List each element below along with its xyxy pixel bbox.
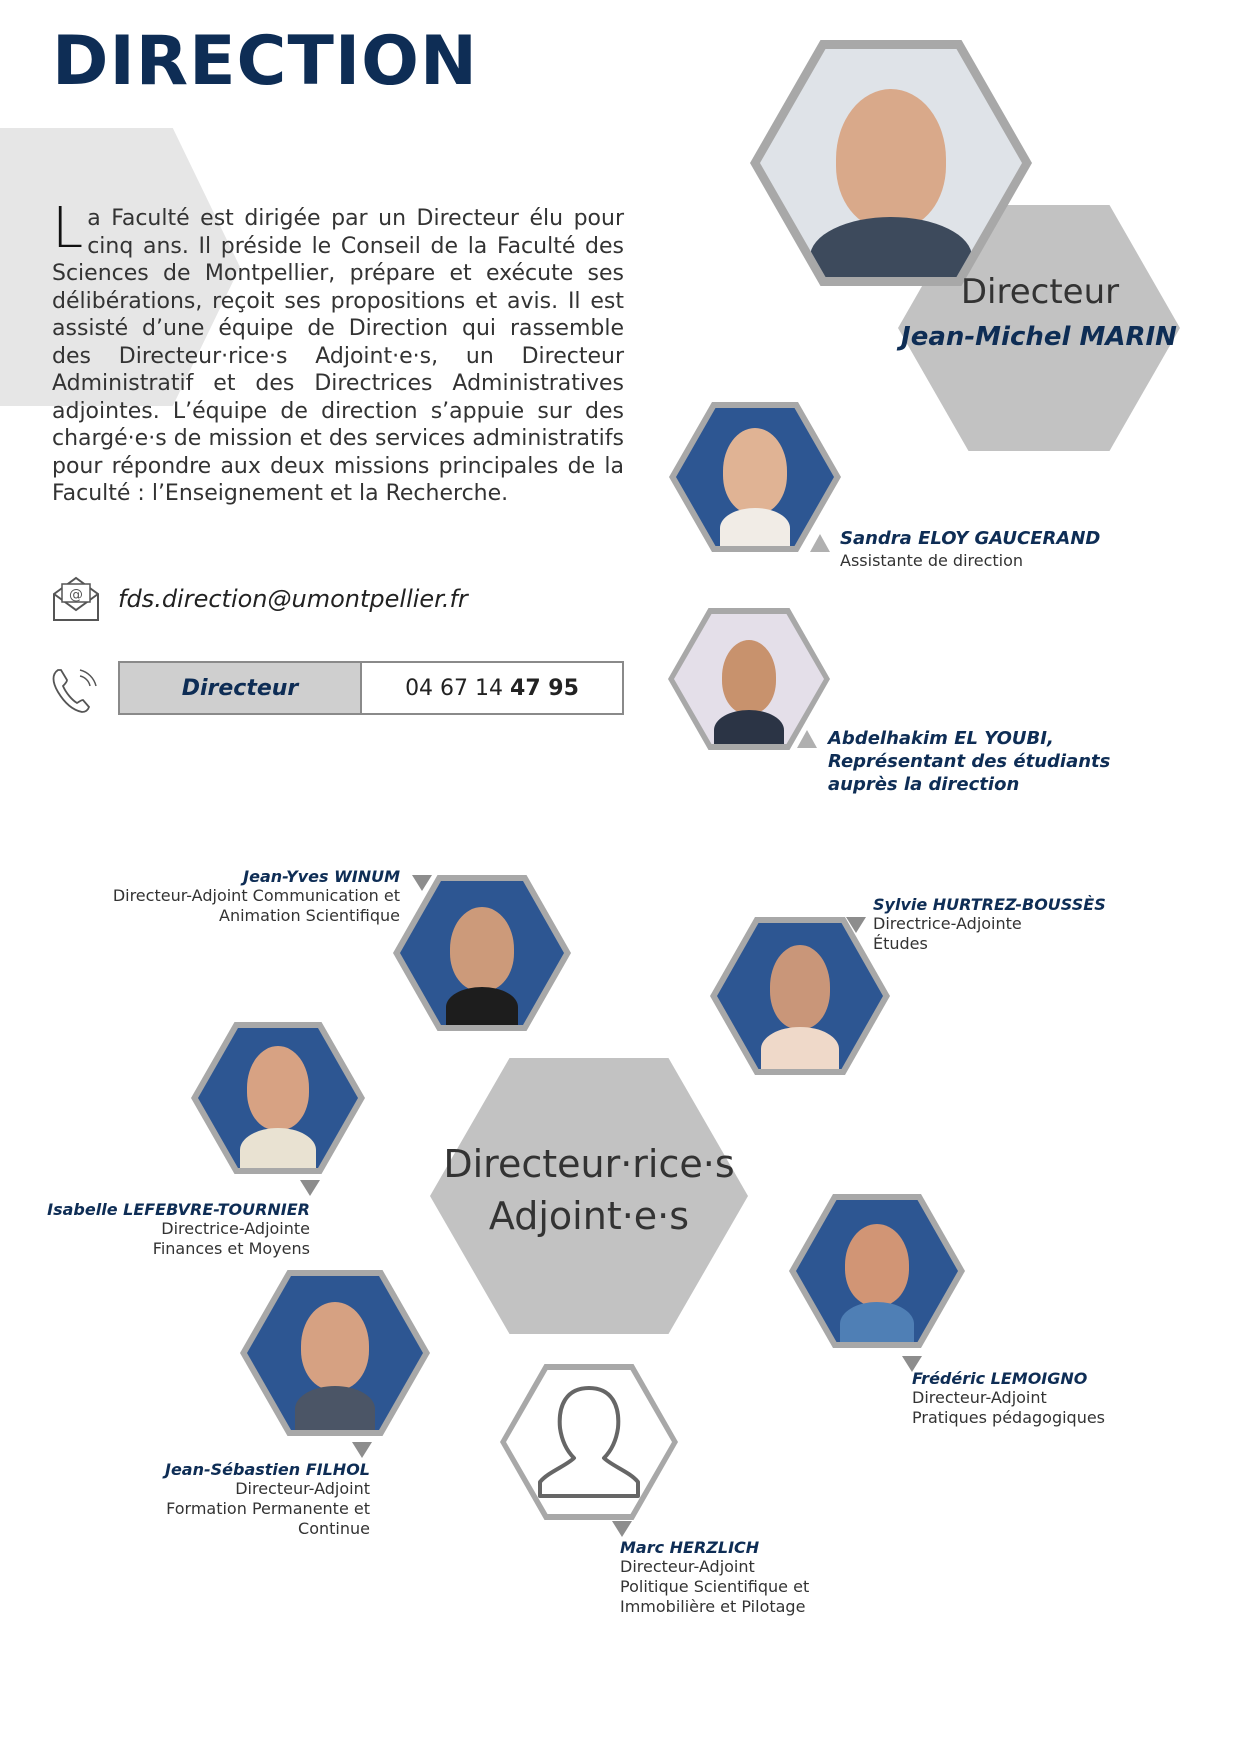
adjoint-name-lemoigno: Frédéric LEMOIGNO	[912, 1369, 1088, 1388]
adjoints-center-line2: Adjoint·e·s	[488, 1194, 690, 1238]
lefebvre-face	[247, 1046, 309, 1130]
adjoint-winum	[100, 867, 400, 926]
phone-number[interactable]	[362, 663, 622, 713]
adjoint-lefebvre	[30, 1200, 310, 1259]
adjoint-name-herzlich: Marc HERZLICH	[620, 1538, 760, 1557]
hurtrez-pointer	[846, 917, 866, 933]
adjoint-herzlich	[620, 1538, 920, 1617]
adjoint-role-filhol-1: Directeur-Adjoint	[235, 1479, 370, 1498]
svg-text:@: @	[69, 587, 83, 603]
adjoint-role-filhol-2: Formation Permanente et	[166, 1499, 370, 1518]
staff-name-sandra: Sandra ELOY GAUCERAND	[840, 528, 1101, 549]
adjoint-role-lemoigno-1: Directeur-Adjoint	[912, 1388, 1047, 1407]
phone-number-prefix: 04 67 14	[405, 675, 511, 701]
adjoint-name-hurtrez: Sylvie HURTREZ-BOUSSÈS	[873, 895, 1106, 914]
lefebvre-pointer	[300, 1180, 320, 1196]
director-label: Directeur	[960, 272, 1120, 312]
page-title: DIRECTION	[52, 22, 478, 101]
adjoints-center-label	[430, 1138, 748, 1242]
adjoint-name-winum: Jean-Yves WINUM	[243, 867, 400, 886]
adjoint-hurtrez	[873, 895, 1173, 954]
adjoint-role-herzlich-1: Directeur-Adjoint	[620, 1557, 755, 1576]
adjoint-name-lefebvre: Isabelle LEFEBVRE-TOURNIER	[47, 1200, 310, 1219]
adjoint-lemoigno	[912, 1369, 1212, 1428]
filhol-body	[295, 1386, 375, 1432]
email-link[interactable]: fds.direction@umontpellier.fr	[118, 585, 468, 613]
adjoint-role-herzlich-3: Immobilière et Pilotage	[620, 1597, 806, 1616]
adjoint-role-lefebvre-1: Directrice-Adjointe	[161, 1219, 310, 1238]
filhol-pointer	[352, 1442, 372, 1458]
abdelhakim-face	[722, 640, 776, 714]
sandra-face	[723, 428, 787, 514]
staff-name-abdelhakim: Abdelhakim EL YOUBI,	[828, 728, 1054, 749]
lefebvre-body	[240, 1128, 316, 1172]
lemoigno-body	[840, 1302, 914, 1346]
herzlich-pointer	[612, 1521, 632, 1537]
filhol-face	[301, 1302, 369, 1390]
adjoint-role-herzlich-2: Politique Scientifique et	[620, 1577, 810, 1596]
adjoint-role-lemoigno-2: Pratiques pédagogiques	[912, 1408, 1106, 1427]
adjoint-role-hurtrez-1: Directrice-Adjointe	[873, 914, 1022, 933]
hurtrez-face	[770, 945, 830, 1029]
phone-icon	[48, 664, 104, 716]
adjoint-filhol	[80, 1460, 370, 1539]
abdelhakim-pointer	[797, 730, 817, 748]
hurtrez-body	[761, 1027, 839, 1071]
adjoint-role-winum-1: Directeur-Adjoint Communication et	[112, 886, 400, 905]
intro-text: a Faculté est dirigée par un Directeur élu pour cinq ans. Il préside le Conseil de la Faculté des Sciences de Montpellier, prépare et exécute ses délibérations, reçoit ses propositions et avis. Il est assisté d’une équipe de Direction qui rassemble des Directeur·rice·s Adjoint·e·s, un Directeur Administratif et des Directrices Administratives adjointes. L’équipe de direction s’appuie sur des chargé·e·s de mission et des services administratifs pour répondre aux deux missions principales de la Faculté : l’Enseignement et la Recherche.	[52, 206, 624, 506]
phone-table	[118, 661, 624, 715]
sandra-pointer	[810, 534, 830, 552]
adjoint-role-hurtrez-2: Études	[873, 934, 928, 953]
phone-label: Directeur	[120, 663, 362, 713]
adjoint-role-lefebvre-2: Finances et Moyens	[152, 1239, 310, 1258]
phone-number-suffix: 47 95	[510, 675, 579, 701]
adjoint-role-winum-2: Animation Scientifique	[219, 906, 400, 925]
adjoints-center-line1: Directeur·rice·s	[443, 1142, 735, 1186]
winum-face	[450, 907, 514, 991]
lemoigno-face	[845, 1224, 909, 1306]
director-name: Jean-Michel MARIN	[901, 322, 1177, 352]
sandra-body	[720, 508, 790, 548]
intro-paragraph	[52, 196, 624, 508]
staff-role-sandra: Assistante de direction	[840, 551, 1024, 570]
staff-role-abdelhakim: Représentant des étudiants auprès la direction	[828, 751, 1111, 795]
adjoint-role-filhol-3: Continue	[298, 1519, 370, 1538]
director-face	[836, 89, 946, 229]
adjoint-name-filhol: Jean-Sébastien FILHOL	[165, 1460, 370, 1479]
envelope-at-icon	[50, 572, 102, 624]
intro-dropcap: L	[52, 196, 84, 261]
winum-body	[446, 987, 518, 1027]
winum-pointer	[412, 875, 432, 891]
